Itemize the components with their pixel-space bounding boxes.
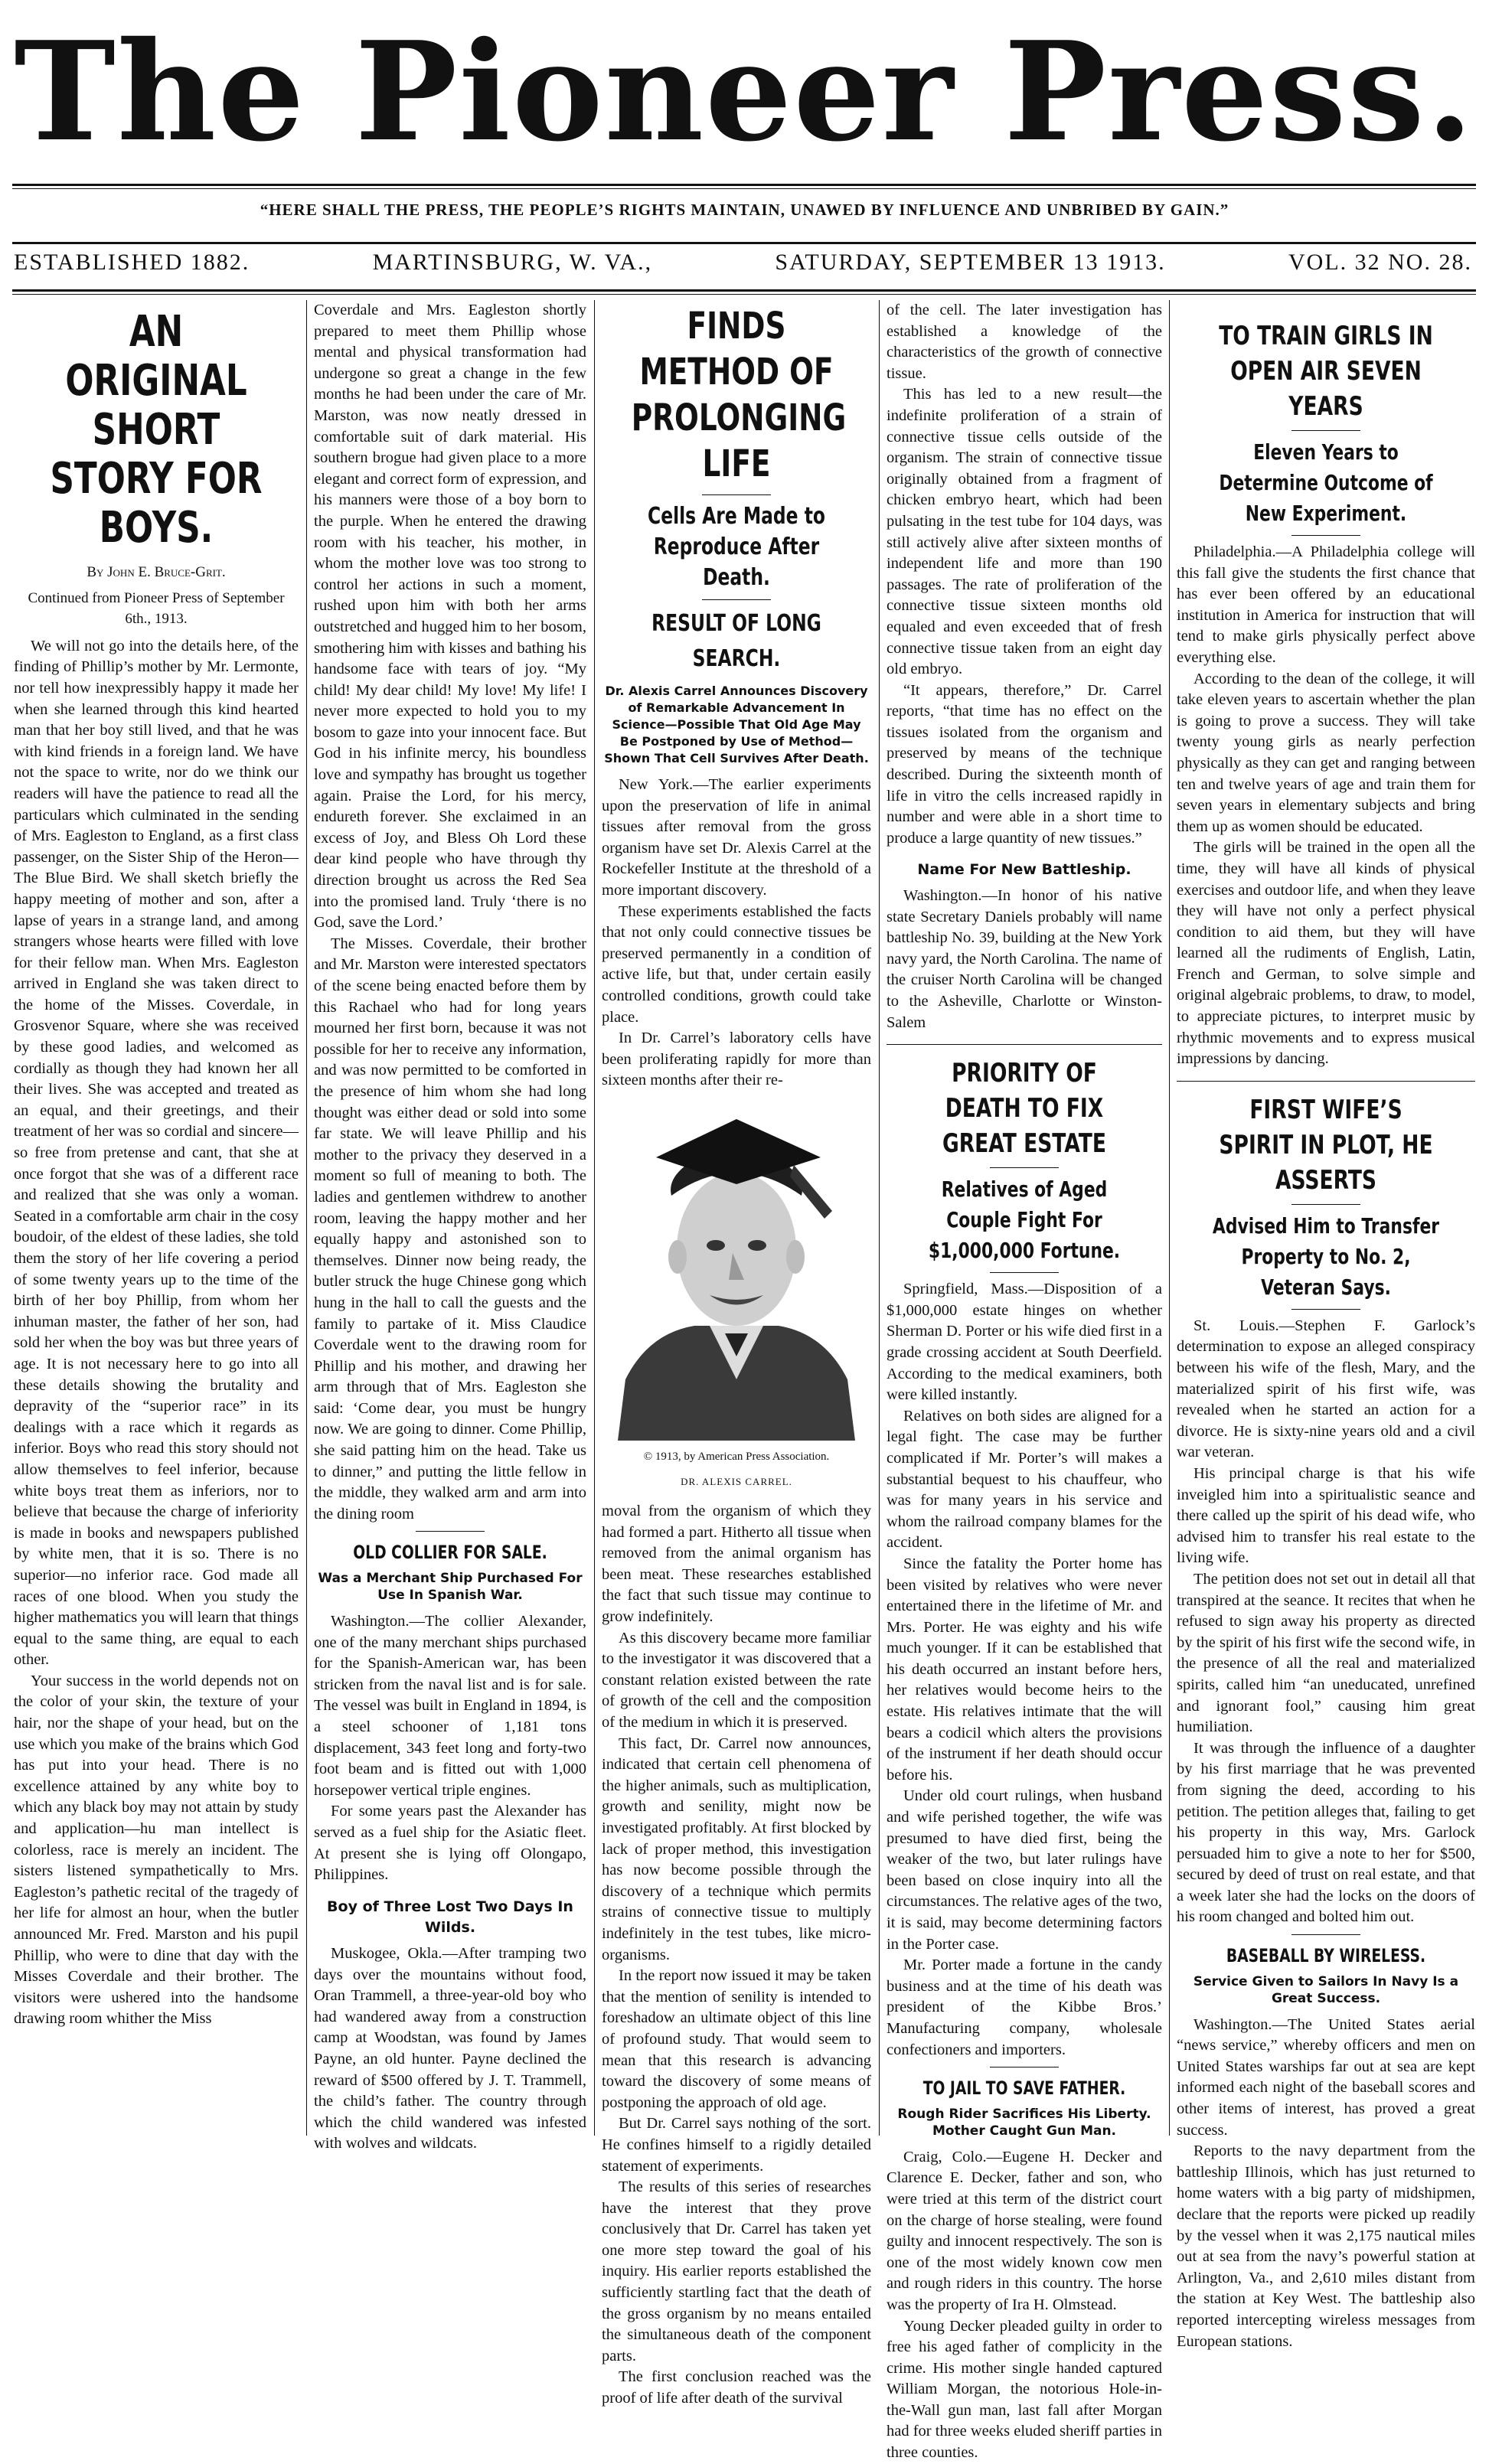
divider [702, 494, 771, 495]
carrel-paragraph: But Dr. Carrel says nothing of the sort. He confines himself to a rigidly detailed statement of experiments. [602, 2115, 871, 2175]
collier-deck: Was a Merchant Ship Purchased For Use In Spanish War. [318, 1571, 583, 1604]
estate-paragraph: Mr. Porter made a fortune in the candy business and at the time of his death was president of the Kibbe Bros.’ Manufacturing company, wholesale confectioners and importers. [887, 1957, 1162, 2058]
divider [990, 1272, 1059, 1273]
carrel-portrait-photo [602, 1104, 870, 1441]
estate-paragraph: Since the fatality the Porter home has been visited by relatives who were never entertained there in the lifetime of Mr. and Mrs. Porter. He was eighty and his wife much younger. If it can be established that his death occurred an instant before hers, her relatives would become heirs to the estate. His relatives intimate that the will bears a codicil which alters the provisions of the instrument if her death should occur before his. [887, 1555, 1162, 1784]
wireless-headline: BASEBALL BY WIRELESS. [1226, 1945, 1426, 1967]
column-5 [1177, 300, 1475, 2350]
girls-paragraph: The girls will be trained in the open all the time, they will have all kinds of physical exercises and outdoor life, and when they leave they will have not only a perfect physical condition to aid them, but they will have learned all the rudiments of English, Latin, French and German, to solve simple and original algebraic problems, to draw, to model, to appreciate pictures, to interpret music by rhythmic movements and to express musical impressions by dancing. [1177, 839, 1475, 1068]
divider [1291, 535, 1360, 536]
jail-headline: TO JAIL TO SAVE FATHER. [922, 2077, 1126, 2100]
wireless-paragraph: Washington.—The United States aerial “news service,” whereby officers and men on United States warships far out at sea are kept informed each night of the baseball scores and other items of interest, has proved a great success. [1177, 2015, 1475, 2139]
collier-headline: OLD COLLIER FOR SALE. [353, 1542, 547, 1564]
dateline-bottom-rule-thin [12, 294, 1476, 295]
carrel-paragraph: of the cell. The later investigation has established a knowledge of the characteristics of the growth of connective tissue. [887, 302, 1162, 382]
estate-deck: Relatives of Aged Couple Fight For $1,000,000 Fortune. [928, 1177, 1121, 1264]
column-3 [602, 300, 871, 2407]
column-1 [14, 300, 299, 2136]
dateline-top-rule [12, 242, 1476, 244]
carrel-paragraph: New York.—The earlier experiments upon the preservation of life in animal tissues after removal from the gross organism have set Dr. Alexis Carrel at the Rockefeller Institute at the threshold of a more important discovery. [602, 776, 871, 899]
jail-paragraph: Craig, Colo.—Eugene H. Decker and Clarence E. Decker, father and son, who were tried at this term of the district court on the charge of horse stealing, were found guilty and innocent respectively. The son is one of the most widely known cow men and rough riders in this country. The horse was the property of Ira H. Olmstead. [887, 2148, 1162, 2313]
spirit-paragraph: It was through the influence of a daughter by his first marriage that he was prevented from signing the deed, according to his petition. The petition alleges that, failing to get his property in this way, Mrs. Garlock persuaded him to give a note to her for $500, secured by deed of trust on real estate, and that a week later she had the locks on the doors of his room changed and bolted him out. [1177, 1739, 1475, 1926]
column-rule [594, 300, 595, 2136]
divider [1291, 1934, 1360, 1935]
jail-paragraph: Young Decker pleaded guilty in order to free his aged father of complicity in the crime. His mother single handed captured William Morgan, the notorious Hole-in-the-Wall gun man, last fall after Morgan had for three weeks eluded sheriff parties in three counties. [887, 2317, 1162, 2462]
story-paragraph: Your success in the world depends not on the color of your skin, the texture of your hair, nor the shape of your head, but on the use which you make of the brains which God has put into your head. There is no excellence attained by any white boy to which any black boy may not attain by study and application—hu man intellect is colorless, race is merely an incident. The sisters listened sympathetically to Mrs. Eagleston’s pathetic recital of the tragedy of her life for almost an hour, when the butler announced Mr. Fred. Marston and his pupil Phillip, who were to dine that day with the Misses Coverdale and their brother. The visitors were ushered into the handsome drawing room whither the Miss [14, 1672, 299, 2028]
story-continued-note: Continued from Pioneer Press of September 6th., 1913. [28, 589, 285, 628]
carrel-headline: FINDS METHOD OF PROLONGING LIFE [631, 305, 847, 485]
girls-paragraph: According to the dean of the college, it will take eleven years to ascertain whether the plan is going to prove a success. They will take twenty young girls as nearly perfection physically as they can get and ranging between ten and twelve years of age and train them for seven years in elementary subjects and bring them up as women should be educated. [1177, 670, 1475, 835]
masthead-title: The Pioneer Press. [14, 11, 1475, 171]
photo-caption: DR. ALEXIS CARREL. [681, 1475, 792, 1487]
motto: “HERE SHALL THE PRESS, THE PEOPLE’S RIGHTS MAINTAIN, UNAWED BY INFLUENCE AND UNBRIBED BY GAIN.” [260, 201, 1229, 219]
battleship-headline: Name For New Battleship. [917, 861, 1131, 879]
estate-paragraph: Relatives on both sides are aligned for a legal fight. The case may be further complicated if Mr. Porter’s will makes a substantial bequest to his chauffeur, who was for many years in his service and whom the railroad company blames for the accident. [887, 1407, 1162, 1552]
divider [990, 1167, 1059, 1168]
girls-paragraph: Philadelphia.—A Philadelphia college will this fall give the students the first chance that has ever been offered by an educational institution in America for instruction that will tend to make girls physically perfect above everything else. [1177, 543, 1475, 666]
battleship-paragraph: Washington.—In honor of his native state Secretary Daniels probably will name battleship No. 39, building at the New York navy yard, the North Carolina. The name of the cruiser North Carolina will be changed to the Asheville, Charlotte or Winston-Salem [887, 887, 1162, 1031]
established: ESTABLISHED 1882. [14, 250, 250, 275]
divider [416, 1531, 485, 1532]
carrel-paragraph: In the report now issued it may be taken that the mention of senility is intended to foreshadow an ultimate object of this line of profound study. That would seem to mean that this research is advancing toward the discovery of some means of postponing the approach of old age. [602, 1967, 871, 2111]
story-byline: By John E. Bruce-Grit. [87, 564, 226, 580]
dateline-bottom-rule [12, 289, 1476, 292]
story-paragraph: The Misses. Coverdale, their brother and Mr. Marston were interested spectators of the scene being enacted before them by this Rachael who had for long years mourned her first born, because it was not possible for her to receive any information, and was now permitted to be comforted in the presence of him whom she had long thought was either dead or sold into some far state. We will leave Phillip and his mother to the privacy they deserved in a moment so full of meaning to both. The ladies and gentlemen withdrew to another room, leaving the happy mother and her equally happy and astonished son to themselves. Dinner now being ready, the butler struck the huge Chinese gong which hung in the hall to call the guests and the family to partake of it. Miss Claudice Coverdale went to the drawing room for Phillip and his mother, and drawing her arm through that of Mrs. Eagleston she said: ‘Come dear, you must be hungry now. We are going to dinner. Come Phillip, she said patting him on the head. Take us to dinner,” and putting the little fellow in the middle, they walked arm and arm into the dining room [314, 935, 586, 1522]
estate-headline: PRIORITY OF DEATH TO FIX GREAT ESTATE [942, 1058, 1107, 1160]
story-paragraph: We will not go into the details here, of the finding of Phillip’s mother by Mr. Lermonte, nor tell how inexpressibly happy it made her when she learned through this kind hearted man that her boy still lived, and that he was with kind friends in a foreign land. We have not the space to write, nor do we think our readers will have the patience to read all the particulars which culminated in the sending of Mrs. Eagleston to England, as a first class passenger, on the Sister Ship of the Heron—The Blue Bird. We shall sketch briefly the happy meeting of mother and son, after a lapse of years in a strange land, and among strangers whose hearts were filled with love for their fellow man. When Mrs. Eagleston arrived in England she was taken direct to the home of the Misses. Coverdale, in Grosvenor Square, where she was received by these good ladies, and welcomed as cordially as though they had known her all their lives. She was accepted and treated as an equal, and their greetings, and their treatment of her was so cordial and sincere—so free from pretense and cant, that she at once forgot that she was of a different race and realized that she was only a woman. Seated in a comfortable arm chair in the cosy boudoir, of the eldest of these ladies, she told them the story of her life covering a period of some twenty years up to the time of the birth of her boy Phillip, from whom her inhuman master, the father of her son, had sold her when the boy was but three years of age. It is not necessary here to go into all these details showing the brutality and depravity of the “superior race” in its dealings with a race which it regards as inferior. Boys who read this story should not allow themselves to feel inferior, because white boys treat them as inferiors, nor to believe that because the charge of inferiority is made in books and newspapers published by white men, that it is so. There is no superior—no inferior race. God made all races of one blood. When you study the higher mathematics you will learn that things equal to the same thing, are equal to each other. [14, 637, 299, 1669]
divider [887, 1044, 1162, 1045]
wireless-deck: Service Given to Sailors In Navy Is a Great Success. [1193, 1973, 1459, 2006]
divider [1291, 430, 1360, 431]
wireless-paragraph: Reports to the navy department from the battleship Illinois, which has just returned to home waters with a big party of midshipmen, declare that the reports were picked up readily by the vessel when it was 2,175 nautical miles out at sea from the navy’s powerful station at Arlington, Va., and 2,610 miles distant from the station at Key West. The battleship also reported intercepting wireless messages from European stations. [1177, 2143, 1475, 2350]
divider [1291, 1204, 1360, 1205]
column-rule [1169, 300, 1170, 2136]
spirit-deck: Advised Him to Transfer Property to No. 2, Veteran Says. [1212, 1212, 1440, 1300]
carrel-paragraph: The first conclusion reached was the proof of life after death of the survival [602, 2368, 871, 2407]
spirit-headline: FIRST WIFE’S SPIRIT IN PLOT, HE ASSERTS [1219, 1094, 1433, 1196]
carrel-paragraph: moval from the organism of which they had formed a part. Hitherto all tissue when removed from the animal organism has been meat. These researches established the fact that such tissue may continue to grow indefinitely. [602, 1503, 871, 1626]
carrel-paragraph: As this discovery became more familiar to the investigator it was discovered that a constant relation existed between the rate of growth of the cell and the composition of the medium in which it is preserved. [602, 1629, 871, 1731]
estate-paragraph: Under old court rulings, when husband and wife perished together, the wife was presumed to have died first, being the weaker of the two, but later rulings have been based on close inquiry into all the circumstances. The relative ages of the two, it is said, may become determining factors in the Porter case. [887, 1787, 1162, 1953]
divider [1291, 1309, 1360, 1310]
column-2 [314, 300, 586, 2152]
spirit-paragraph: The petition does not set out in detail all that transpired at the seance. It recites that when he refused to sign away his property as directed by the spirit of his first wife the second wife, in the presence of all the real and materialized spirits, called him “an uneducated, unrefined and ignorant fool,” causing him great humiliation. [1177, 1570, 1475, 1736]
carrel-paragraph: This fact, Dr. Carrel now announces, indicated that certain cell phenomena of the higher animals, such as multiplication, growth and senility, might now be investigated profitably. At first blocked by lack of proper method, this investigation has now become possible through the discovery of a technique which permits strains of connective tissue to multiply indefinitely in the test tubes, like micro-organisms. [602, 1735, 871, 1963]
photo-credit: © 1913, by American Press Association. [643, 1450, 830, 1463]
collier-paragraph: Washington.—The collier Alexander, one of the many merchant ships purchased for the Spanish-American war, has been stricken from the naval list and is for sale. The vessel was built in England in 1894, is a steel schooner of 1,181 tons displacement, 343 feet long and forty-two foot beam and is fitted out with 1,000 horsepower vertical triple engines. [314, 1613, 586, 1799]
volume-number: VOL. 32 NO. 28. [1288, 250, 1472, 275]
story-headline: AN ORIGINAL SHORT STORY FOR BOYS. [50, 307, 263, 553]
masthead-rule-thin [12, 188, 1476, 189]
lost-boy-headline: Boy of Three Lost Two Days In Wilds. [327, 1898, 573, 1937]
carrel-summary: Dr. Alexis Carrel Announces Discovery of Remarkable Advancement In Science—Possible That Old Age May Be Postponed by Use of Method—Shown That Cell Survives After Death. [604, 684, 869, 765]
divider [1177, 1081, 1475, 1082]
carrel-paragraph: These experiments established the facts that not only could connective tissues be preserved permanently in a condition of active life, but that, under certain easily controlled conditions, growth could take place. [602, 902, 871, 1026]
carrel-paragraph: “It appears, therefore,” Dr. Carrel reports, “that time has no effect on the tissues isolated from the organism and preserved by means of the technique described. During the sixteenth month of life in vitro the cells increased rapidly in number and were able in a short time to produce a large quantity of new tissues.” [887, 681, 1162, 847]
estate-paragraph: Springfield, Mass.—Disposition of a $1,000,000 estate hinges on whether Sherman D. Porter or his wife died first in a grade crossing accident at South Deerfield. According to the medical examiners, both were killed instantly. [887, 1281, 1162, 1404]
story-paragraph: Coverdale and Mrs. Eagleston shortly prepared to meet them Phillip whose mental and physical transformation had undergone so great a change in the few months he had been under the care of Mr. Marston, was now neatly dressed in comfortable suit of dark material. His southern brogue had given place to a more elegant and correct form of expression, and his manners were those of a boy born to the purple. When he entered the drawing room with his teacher, his mother, in whom the mother love was too strong to control her actions in such a moment, rushed upon him with both her arms outstretched and hugged him to her bosom, smothering him with kisses and bathing his handsome face with tears of joy. “My child! My dear child! My love! My life! I never more expected to hold you to my bosom to gaze into your innocent face. But God in his infinite mercy, his boundless love and sympathy has brought us together again. Praise the Lord, for his mercy, endureth forever. She exclaimed in an excess of Joy, and Bless Oh Lord these dear kind people who have through thy direction brought us across the Red Sea into the promised land. Truly ‘there is no God, save the Lord.’ [314, 302, 586, 932]
spirit-paragraph: His principal charge is that his wife inveigled him into a spiritualistic seance and there called up the spirit of his dead wife, who advised him to transfer his real estate to the living wife. [1177, 1465, 1475, 1567]
collier-paragraph: For some years past the Alexander has served as a fuel ship for the Asiatic fleet. At present she is lying off Olongapo, Philippines. [314, 1803, 586, 1884]
dateline [14, 250, 1472, 276]
spirit-paragraph: St. Louis.—Stephen F. Garlock’s determination to expose an alleged conspiracy between his wife of the flesh, Mary, and the materialized spirit of his first wife, was revealed when he started an action for a divorce. He is sixty-nine years old and a civil war veteran. [1177, 1317, 1475, 1461]
issue-date: SATURDAY, SEPTEMBER 13 1913. [775, 250, 1166, 275]
place: MARTINSBURG, W. VA., [372, 250, 653, 275]
jail-deck: Rough Rider Sacrifices His Liberty. Mother Caught Gun Man. [897, 2106, 1151, 2139]
column-4 [887, 300, 1162, 2462]
carrel-paragraph: This has led to a new result—the indefinite proliferation of a strain of connective tissue cells outside of the organism. The strain of connective tissue originally obtained from a fragment of chicken embryo heart, which had been pulsating in the test tube for 104 days, was still actively alive after sixteen months of independent life and more than 190 passages. The rate of proliferation of the connective tissue sixteen months old equaled and even exceeded that of fresh connective tissue taken from an eight day old embryo. [887, 386, 1162, 678]
carrel-deck-2: RESULT OF LONG SEARCH. [651, 610, 821, 672]
portrait-image [602, 1104, 870, 1441]
column-rule [879, 300, 880, 2136]
lost-boy-paragraph: Muskogee, Okla.—After tramping two days over the mountains without food, Oran Trammell, a three-year-old boy who had wandered away from a construction camp at Woodstan, was found by James Payne, an old hunter. Payne declined the reward of $500 offered by J. T. Trammell, the child’s father. The country through which the child wandered was infested with wolves and wildcats. [314, 1944, 586, 2152]
carrel-paragraph: The results of this series of researches have the interest that they prove conclusively that Dr. Carrel has taken yet one more step toward the goal of his inquiry. His earlier reports established the sufficiently startling fact that the death of the gross organism by no means entailed the simultaneous death of the component parts. [602, 2178, 871, 2364]
carrel-deck: Cells Are Made to Reproduce After Death. [648, 503, 825, 591]
girls-headline: TO TRAIN GIRLS IN OPEN AIR SEVEN YEARS [1219, 321, 1433, 422]
carrel-paragraph: In Dr. Carrel’s laboratory cells have been proliferating rapidly for more than sixteen months after their re- [602, 1030, 871, 1089]
masthead-rule [12, 184, 1476, 186]
column-rule [306, 300, 307, 2136]
divider [702, 599, 771, 600]
girls-deck: Eleven Years to Determine Outcome of New Experiment. [1219, 439, 1433, 526]
